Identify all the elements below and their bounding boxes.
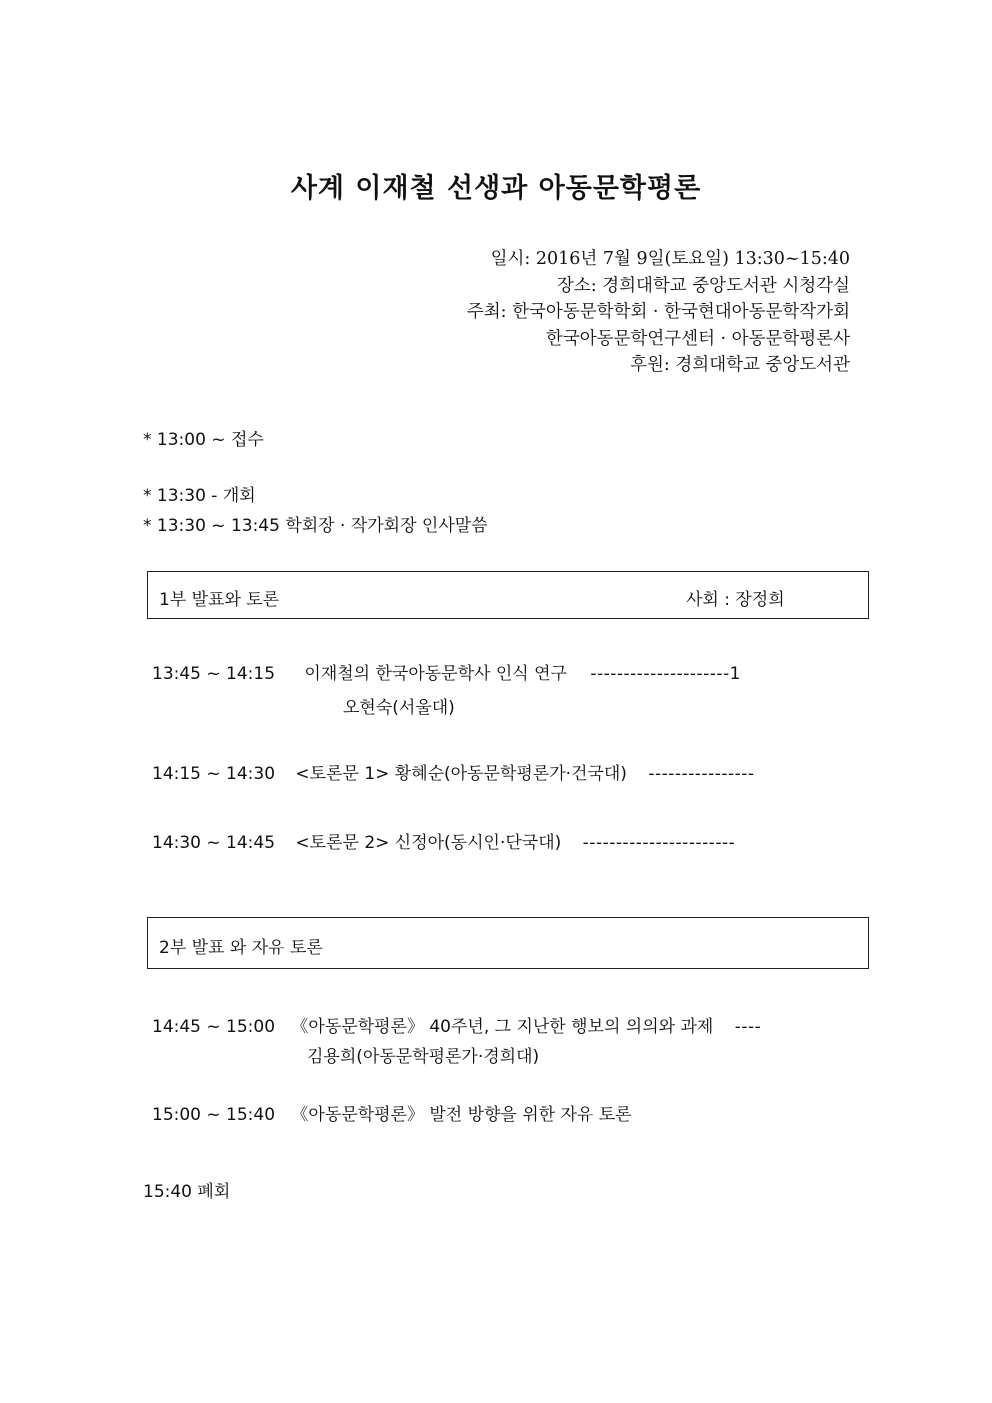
item-title: <토론문 1> 황혜순(아동문학평론가·건국대): [295, 764, 627, 784]
item-leader: ---------------------1: [590, 664, 741, 684]
closing: 15:40 폐회: [143, 1182, 231, 1202]
part2-label: 2부 발표 와 자유 토론: [159, 938, 323, 958]
event-place: 장소: 경희대학교 중앙도서관 시청각실: [556, 275, 850, 296]
event-host: 주최: 한국아동문학학회 · 한국현대아동문학작가회: [466, 302, 850, 322]
item-title: <토론문 2> 신정아(동시인·단국대): [295, 833, 562, 853]
item-leader: -----------------------: [582, 833, 736, 853]
item-title: 《아동문학평론》 발전 방향을 위한 자유 토론: [291, 1105, 632, 1125]
item-leader: ----------------: [648, 764, 755, 784]
event-info: [467, 246, 850, 379]
item-title: 《아동문학평론》 40주년, 그 지난한 행보의 의의와 과제: [291, 1017, 714, 1037]
item-title: 이재철의 한국아동문학사 인식 연구: [304, 664, 567, 684]
item-time: 14:45 ~ 15:00: [152, 1017, 276, 1037]
program-item: [152, 659, 741, 684]
program-item: [152, 1012, 761, 1037]
item-time: 14:30 ~ 14:45: [152, 833, 276, 853]
schedule-reception: * 13:00 ~ 접수: [143, 430, 264, 450]
event-sponsor: 후원: 경희대학교 중앙도서관: [630, 355, 850, 375]
schedule-opening: * 13:30 - 개회: [143, 486, 256, 506]
part1-moderator: 사회 : 장정희: [686, 590, 785, 610]
program-item: [152, 828, 735, 853]
item-leader: ----: [734, 1017, 762, 1037]
item-time: 15:00 ~ 15:40: [152, 1105, 276, 1125]
document-title: 사계 이재철 선생과 아동문학평론: [290, 173, 702, 204]
program-item: [152, 1100, 632, 1125]
program-item: [152, 759, 755, 784]
event-date: 일시: 2016년 7월 9일(토요일) 13:30~15:40: [490, 249, 850, 269]
event-host-2: 한국아동문학연구센터 · 아동문학평론사: [545, 328, 850, 349]
item-presenter: 김용희(아동문학평론가·경희대): [307, 1047, 540, 1067]
schedule-greeting: * 13:30 ~ 13:45 학회장 · 작가회장 인사말씀: [143, 516, 488, 536]
part1-header: [147, 571, 869, 619]
item-presenter: 오현숙(서울대): [343, 698, 455, 718]
item-time: 14:15 ~ 14:30: [152, 764, 276, 784]
item-time: 13:45 ~ 14:15: [152, 664, 276, 684]
part2-header: [147, 917, 869, 969]
part1-label: 1부 발표와 토론: [159, 590, 280, 610]
